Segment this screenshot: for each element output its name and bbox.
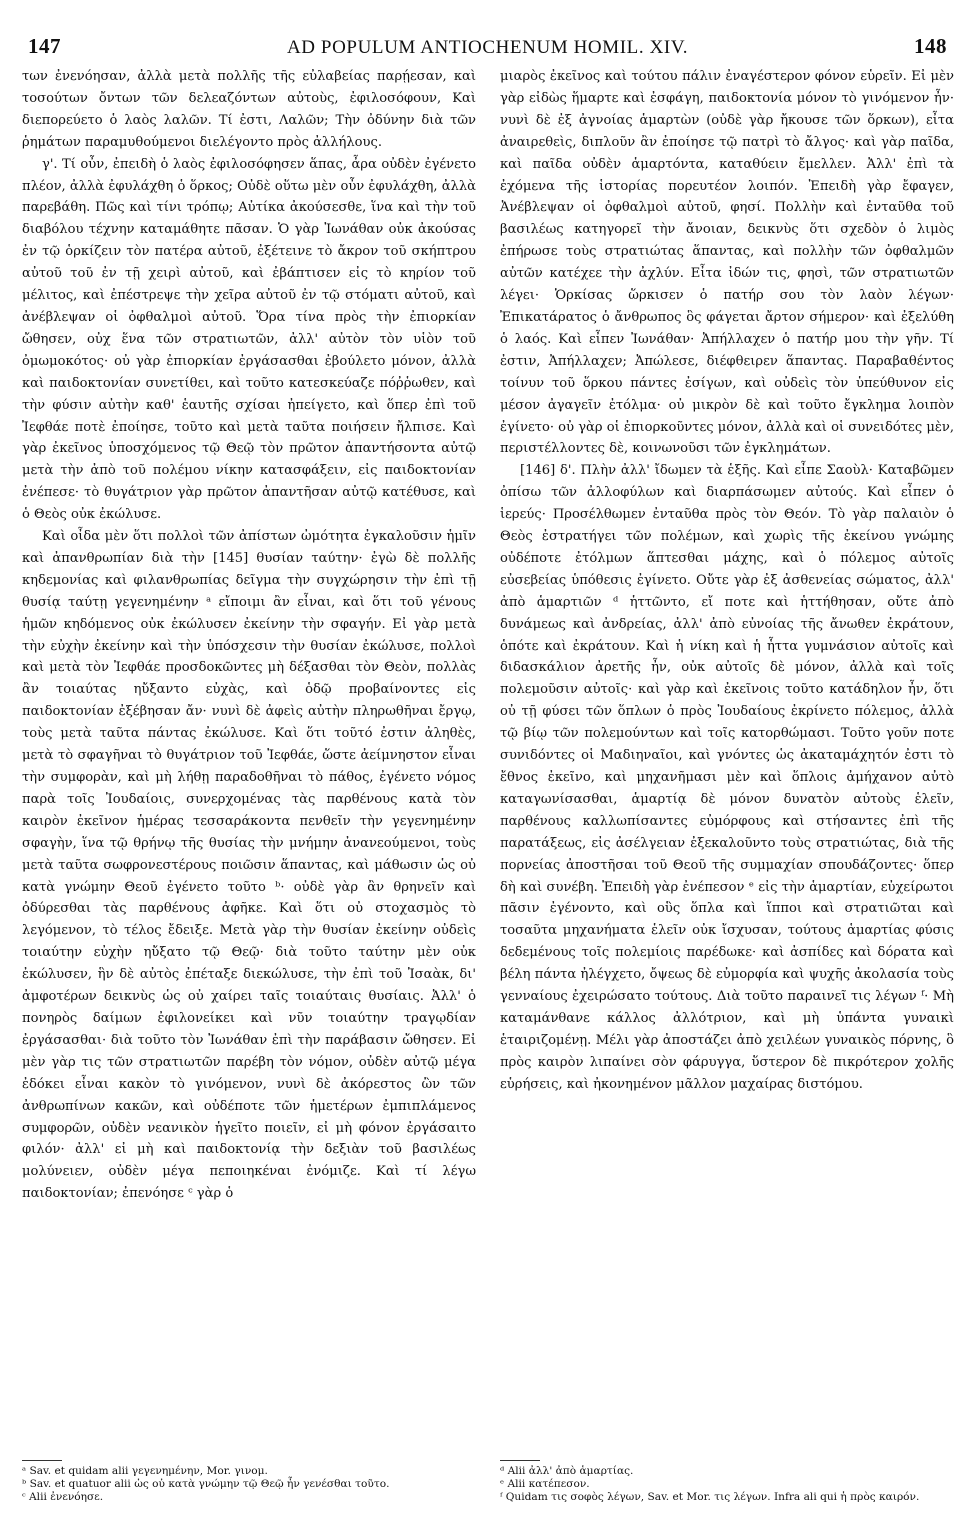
left-column <box>22 66 476 1205</box>
footnote-f: ᶠ Quidam τις σοφὸς λέγων, Sav. et Mor. τις λέγων. Infra ali qui ἡ πρὸς καιρόν. <box>500 1491 920 1504</box>
left-paragraph-3: Καὶ οἶδα μὲν ὅτι πολλοὶ τῶν ἀπίστων ὠμότητα ἐγκαλοῦσιν ἡμῖν καὶ ἀπανθρωπίαν διὰ τὴν [145] θυσίαν ταύτην· ἐγὼ δὲ πολλῆς κηδεμονίας καὶ φιλανθρωπίας δεῖγμα τὴν συγχώρησιν τὴν ἐπὶ τῇ θυσίᾳ ταύτῃ γεγενημένην ᵃ εἴποιμι ἂν εἶναι, καὶ ὅτι τοῦ γένους ἡμῶν κηδόμενος οὐκ ἐκώλυσεν ἐκείνην τὴν σφαγήν. Εἰ γὰρ μετὰ τὴν εὐχὴν ἐκείνην καὶ τὴν ὑπόσχεσιν τὴν θυσίαν ἐκώλυσε, πολλοὶ καὶ μετὰ τὸν Ἰεφθάε προσδοκῶντες μὴ δέξασθαι τὸν Θεὸν, πολλὰς ἂν τοιαύτας ηὔξαντο εὐχὰς, καὶ ὁδῷ προβαίνοντες εἰς παιδοκτονίαν ἐξέβησαν ἄν· νυνὶ δὲ ἀφεὶς αὐτὴν πληρωθῆναι ἔργῳ, τοὺς μετὰ ταῦτα πάντας ἐκώλυσε. Καὶ ὅτι τοῦτό ἐστιν ἀληθὲς, μετὰ τὸ σφαγῆναι τὸ θυγάτριον τοῦ Ἰεφθάε, ὥστε ἀείμνηστον εἶναι τὴν συμφορὰν, καὶ μὴ λήθῃ παραδοθῆναι τὸ πάθος, ἐγένετο νόμος παρὰ τοῖς Ἰουδαίοις, συνερχομένας τὰς παρθένους κατὰ τὸν καιρὸν ἐκεῖνον ἡμέρας τεσσαράκοντα πενθεῖν τὴν γεγενημένην σφαγὴν, ἵνα τῷ θρήνῳ τῆς θυσίας τὴν μνήμην ἀνανεούμενοι, τοὺς μετὰ ταῦτα σωφρονεστέρους ποιῶσιν ἅπαντας, καὶ μάθωσιν ὡς οὐ κατὰ γνώμην Θεοῦ ἐγένετο τοῦτο ᵇ· οὐδὲ γὰρ ἂν θρηνεῖν καὶ ὀδύρεσθαι τὰς παρθένους ἀφῆκε. Καὶ ὅτι οὐ στοχασμὸς τὸ λεγόμενον, τὸ τέλος ἔδειξε. Μετὰ γὰρ τὴν θυσίαν ἐκείνην οὐδεὶς τοιαύτην εὐχὴν ηὔξατο τῷ Θεῷ· διὰ τοῦτο ταύτην μὲν οὐκ ἐκώλυσεν, ἣν δὲ αὐτὸς ἐπέταξε διεκώλυσε, τὴν ἐπὶ τοῦ Ἰσαὰκ, δι' ἀμφοτέρων δεικνὺς ὡς οὐ χαίρει ταῖς τοιαύταις θυσίαις. Ἀλλ' ὁ πονηρὸς δαίμων ἐφιλονείκει καὶ νῦν τοιαύτην τραγῳδίαν ἐργάσασθαι· διὰ τοῦτο τὸν Ἰωνάθαν ἐπὶ τὴν παράβασιν ὤθησεν. Εἰ μὲν γὰρ τις τῶν στρατιωτῶν παρέβη τὸν νόμον, οὐδὲν αὐτῷ μέγα ἐδόκει εἶναι κακὸν τὸ γινόμενον, νυνὶ δὲ ἀκόρεστος ὢν τῶν ἀνθρωπίνων κακῶν, καὶ οὐδέποτε τῶν ἡμετέρων ἐμπιπλάμενος συμφορῶν, οὐδὲν νεανικὸν ἡγεῖτο ποιεῖν, εἰ μὴ φόνον ἐργάσαιτο φιλόν· ἀλλ' εἰ μὴ καὶ παιδοκτονίᾳ τὴν δεξιὰν τοῦ βασιλέως μολύνειεν, οὐδὲν μέγα πεποιηκέναι ἐνόμιζε. Καὶ τί λέγω παιδοκτονίαν; ἐπενόησε ᶜ γὰρ ὁ <box>22 529 476 1202</box>
footnote-b: ᵇ Sav. et quatuor alii ὡς οὐ κατὰ γνώμην τῷ Θεῷ ἦν γενέσθαι τοῦτο. <box>22 1478 390 1491</box>
page-number-right: 148 <box>914 34 947 58</box>
footnote-a: ᵃ Sav. et quidam alii γεγενημένην, Mor. γινομ. <box>22 1465 268 1477</box>
footnotes-right <box>500 1460 954 1505</box>
footnote-c: ᶜ Alii ἐνενόησε. <box>22 1491 104 1504</box>
text-columns <box>22 66 959 1205</box>
right-paragraph-1: μιαρὸς ἐκεῖνος καὶ τούτου πάλιν ἐναγέστερον φόνον εὑρεῖν. Εἰ μὲν γὰρ εἰδὼς ἥμαρτε καὶ ἐσφάγη, παιδοκτονία μόνον τὸ γινόμενον ἦν· νυνὶ δὲ ἐξ ἀγνοίας ἁμαρτὼν (οὐδὲ γὰρ ἤκουσε τῶν ὅρκων), εἶτα ἀναιρεθεὶς, διπλοῦν ἂν ἐποίησε τῷ πατρὶ τὸ ἄλγος· καὶ γὰρ παῖδα, καὶ παῖδα οὐδὲν ἁμαρτόντα, καταθύειν ἔμελλεν. Ἀλλ' ἐπὶ τὰ ἐχόμενα τῆς ἱστορίας πορευτέον λοιπόν. Ἐπειδὴ γὰρ ἔφαγεν, Ἀνέβλεψαν οἱ ὀφθαλμοὶ αὐτοῦ, φησί. Πολλὴν καὶ ἐνταῦθα τοῦ βασιλέως κατηγορεῖ τὴν ἄνοιαν, δεικνὺς ὅτι σχεδὸν ὁ λιμὸς ἐπήρωσε τοὺς στρατιώτας ἅπαντας, καὶ πολλὴν τῶν ὀφθαλμῶν αὐτῶν κατέχεε τὴν ἀχλύν. Εἶτα ἰδών τις, φησὶ, τῶν στρατιωτῶν λέγει· Ὁρκίσας ὥρκισεν ὁ πατήρ σου τὸν λαὸν λέγων· Ἐπικατάρατος ὁ ἄνθρωπος ὃς φάγεται ἄρτον σήμερον· καὶ ἐξελύθη ὁ λαός. Καὶ εἶπεν Ἰωνάθαν· Ἀπήλλαχεν ὁ πατήρ μου τὴν γῆν. Τί ἐστιν, Ἀπήλλαχεν; Ἀπώλεσε, διέφθειρεν ἅπαντας. Παραβαθέντος τοίνυν τοῦ ὅρκου πάντες ἐσίγων, καὶ οὐδεὶς τὸν ὑπεύθυνον εἰς μέσον ἀγαγεῖν ἐτόλμα· οὐ μικρὸν δὲ καὶ τοῦτο ἔγκλημα λοιπὸν ἐγίνετο· οὐ γὰρ οἱ ἐπιορκοῦντες μόνον, ἀλλὰ καὶ οἱ συνειδότες μὲν, περιστέλλοντες δὲ, κοινωνοῦσι τῶν ἐγκλημάτων. <box>500 69 954 457</box>
page-number-left: 147 <box>28 34 61 58</box>
running-title: AD POPULUM ANTIOCHENUM HOMIL. XIV. <box>286 37 689 58</box>
right-paragraph-2: [146] δ'. Πλὴν ἀλλ' ἴδωμεν τὰ ἑξῆς. Καὶ εἶπε Σαοὺλ· Καταβῶμεν ὀπίσω τῶν ἀλλοφύλων καὶ διαρπάσωμεν αὐτούς. Καὶ εἶπεν ὁ ἱερεύς· Προσέλθωμεν ἐνταῦθα πρὸς τὸν Θεόν. Τὸ γὰρ παλαιὸν ὁ Θεὸς ἐστρατήγει τῶν πολέμων, καὶ χωρὶς τῆς ἐκείνου γνώμης οὐδέποτε ἐτόλμων ἅπτεσθαι μάχης, καὶ ὁ πόλεμος αὐτοῖς εὐσεβείας ὑπόθεσις ἐγίνετο. Οὔτε γὰρ ἐξ ἀσθενείας σώματος, ἀλλ' ἀπὸ ἁμαρτιῶν ᵈ ἡττῶντο, εἴ ποτε καὶ ἡττήθησαν, οὔτε ἀπὸ δυνάμεως καὶ ἀνδρείας, ἀλλ' ἀπὸ εὐνοίας τῆς ἄνωθεν ἐκράτουν, ὁπότε καὶ ἐκράτουν. Καὶ ἡ νίκη καὶ ἡ ἧττα γυμνάσιον αὐτοῖς καὶ διδασκάλιον ἀρετῆς ἦν, οὐκ αὐτοῖς δὲ μόνον, ἀλλὰ καὶ τοῖς πολεμοῦσιν αὐτοῖς· καὶ γὰρ καὶ ἐκεῖνοις τοῦτο κατάδηλον ἦν, ὅτι οὐ τῇ φύσει τῶν ὅπλων ὁ πρὸς Ἰουδαίους ἐκρίνετο πόλεμος, ἀλλὰ τῷ βίῳ τῶν πολεμούντων καὶ τοῖς κατορθώμασι. Τοῦτο γοῦν ποτε συνιδόντες οἱ Μαδιηναῖοι, καὶ γνόντες ὡς ἀκαταμάχητόν ἐστι τὸ ἔθνος ἐκεῖνο, καὶ μηχανῆμασι μὲν καὶ ὅπλοις ἀμήχανον αὐτὸ καταγωνίσασθαι, ἁμαρτίᾳ δὲ μόνον δυνατὸν αὐτοὺς ἑλεῖν, παρθένους καλλωπίσαντες εὐμόρφους καὶ στήσαντες ἐπὶ τῆς παρατάξεως, εἰς ἀσέλγειαν ἐξεκαλοῦντο τοὺς στρατιώτας, διὰ τῆς πορνείας ἀποστῆσαι τοῦ Θεοῦ τῆς συμμαχίαν σπουδάζοντες· ὅπερ δὴ καὶ συνέβη. Ἐπειδὴ γὰρ ἐνέπεσον ᵉ εἰς τὴν ἁμαρτίαν, εὐχείρωτοι πᾶσιν ἐγένοντο, καὶ οὓς ὅπλα καὶ ἵπποι καὶ στρατιῶται καὶ τοσαῦτα μηχανήματα ἑλεῖν οὐκ ἴσχυσαν, τούτους ἁμαρτίας φύσις δεδεμένους τοῖς πολεμίοις παρέδωκε· καὶ ἀσπίδες καὶ δόρατα καὶ βέλη πάντα ἠλέγχετο, ὄψεως δὲ εὐμορφία καὶ ψυχῆς ἀκολασία τοὺς γενναίους ἐχειρώσατο τούτους. Διὰ τοῦτο παραινεῖ τις λέγων ᶠ· Μὴ καταμάνθανε κάλλος ἀλλότριον, καὶ μὴ ὑπάντα γυναικὶ ἑταιριζομένῃ. Μέλι γὰρ ἀποστάζει ἀπὸ χειλέων γυναικὸς πόρνης, ὃ πρὸς καιρὸν λιπαίνει σὸν φάρυγγα, ὕστερον δὲ πικρότερον χολῆς εὑρήσεις, καὶ ἠκονημένον μᾶλλον μαχαίρας διστόμου. <box>500 463 954 1092</box>
footnote-rule <box>22 1460 62 1461</box>
left-paragraph-1: των ἐνενόησαν, ἀλλὰ μετὰ πολλῆς τῆς εὐλαβείας παρῄεσαν, καὶ τοσούτων ὄντων τῶν δελεαζόντων αὐτοὺς, ἐφιλοσόφουν, Καὶ διεπορεύετο ὁ λαὸς λαλῶν. Τί ἐστι, Λαλῶν; Τὴν ὀδύνην διὰ τῶν ῥημάτων παραμυθούμενοι διελέγοντο πρὸς ἀλλήλους. <box>22 69 476 150</box>
right-column <box>500 66 954 1205</box>
footnote-rule <box>500 1460 540 1461</box>
footnote-d: ᵈ Alii ἀλλ' ἀπὸ ἁμαρτίας. <box>500 1465 634 1477</box>
left-paragraph-2: γ'. Τί οὖν, ἐπειδὴ ὁ λαὸς ἐφιλοσόφησεν ἅπας, ἆρα οὐδὲν ἐγένετο πλέον, ἀλλὰ ἐφυλάχθη ὁ ὅρκος; Οὐδὲ οὕτω μὲν οὖν ἐφυλάχθη, ἀλλὰ παρεβάθη. Πῶς καὶ τίνι τρόπῳ; Αὐτίκα ἀκούσεσθε, ἵνα καὶ τὴν τοῦ διαβόλου τέχνην καταμάθητε πᾶσαν. Ὁ γὰρ Ἰωνάθαν οὐκ ἀκούσας ἐν τῷ ὁρκίζειν τὸν πατέρα αὐτοῦ, ἐξέτεινε τὸ ἄκρον τοῦ σκήπτρου αὐτοῦ τοῦ ἐν τῇ χειρὶ αὐτοῦ, καὶ ἐβάπτισεν εἰς τὸ κηρίον τοῦ μέλιτος, καὶ ἐπέστρεψε τὴν χεῖρα αὐτοῦ ἐν τῷ στόματι αὐτοῦ, καὶ ἀνέβλεψαν οἱ ὀφθαλμοὶ αὐτοῦ. Ὅρα τίνα πρὸς τὴν ἐπιορκίαν ὤθησεν, οὐχ ἕνα τῶν στρατιωτῶν, ἀλλ' αὐτὸν τὸν υἱὸν τοῦ ὀμωμοκότος· οὐ γὰρ ἐπιορκίαν ἐργάσασθαι ἐβούλετο μόνον, ἀλλὰ καὶ παιδοκτονίαν συνετίθει, καὶ τοῦτο κατεσκεύαζε πόῤῥωθεν, καὶ τὴν φύσιν αὐτὴν καθ' ἑαυτῆς σχίσαι ἠπείγετο, καὶ ὅπερ ἐπὶ τοῦ Ἰεφθάε ποτὲ ἐποίησε, τοῦτο καὶ μετὰ ταῦτα ποιήσειν ἤλπισε. Καὶ γὰρ ἐκεῖνος ὑποσχόμενος τῷ Θεῷ τὸν πρῶτον ἀπαντήσοντα αὐτῷ μετὰ τὴν ἀπὸ τοῦ πολέμου νίκην κατασφάξειν, εἰς παιδοκτονίαν ἐνέπεσε· τὸ θυγάτριον γὰρ πρῶτον ἀπαντῆσαν αὐτῷ κατέθυσε, καὶ ὁ Θεὸς οὐκ ἐκώλυσε. <box>22 156 476 523</box>
running-header <box>22 34 955 60</box>
footnote-e: ᵉ Alii κατέπεσον. <box>500 1478 590 1491</box>
footnotes-left <box>22 1460 476 1505</box>
